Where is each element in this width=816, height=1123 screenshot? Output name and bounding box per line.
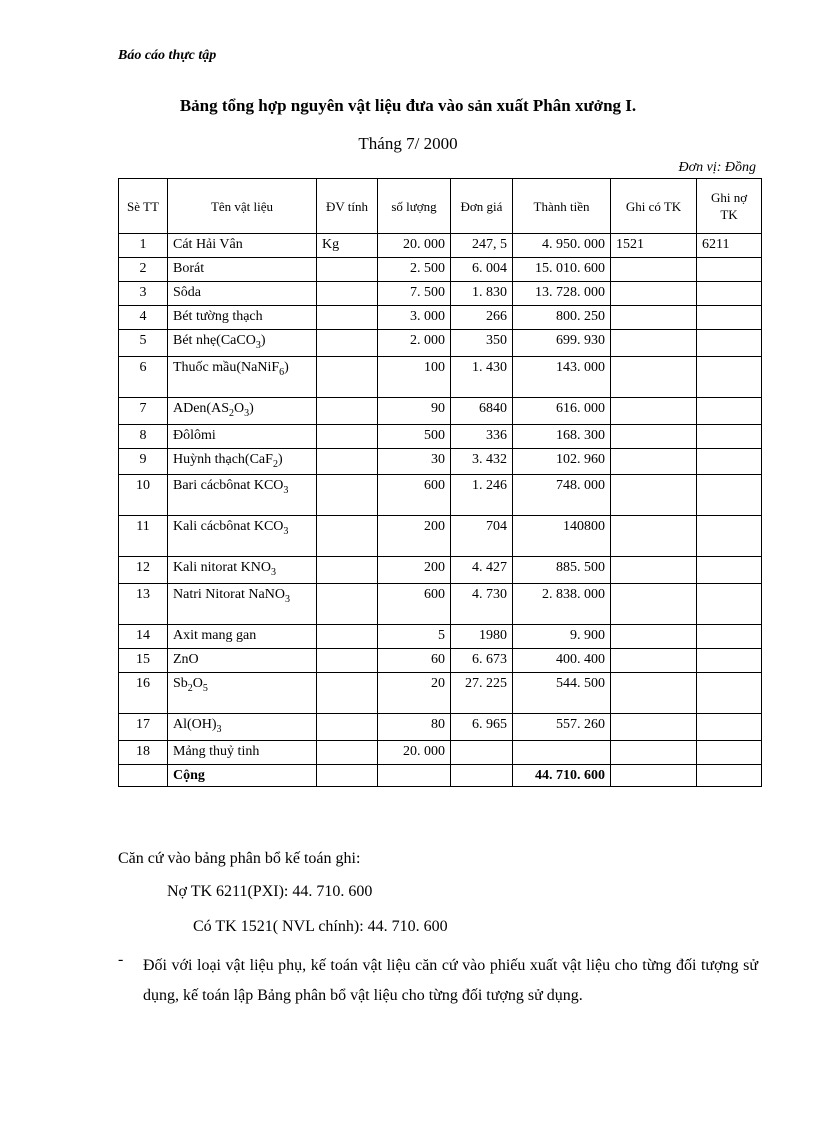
cell-amount: 4. 950. 000 [513,234,611,258]
note-line-1: Căn cứ vào bảng phân bổ kế toán ghi: [118,850,361,867]
cell-credit [611,714,697,741]
cell-unit [317,356,378,397]
cell-stt: 5 [119,330,168,357]
cell-name: $Sb_2O_5$ [168,673,317,714]
cell-stt: 4 [119,306,168,330]
table-row [119,356,762,397]
col-header-amount: Thành tiền [513,179,611,234]
cell-amount [513,740,611,764]
cell-qty: 2. 500 [378,258,451,282]
cell-amount: 9. 900 [513,625,611,649]
cell-name: Cát Hải Vân [168,234,317,258]
table-row [119,330,762,357]
col-header-unit: ĐV tính [317,179,378,234]
cell-debit [697,356,762,397]
bullet-dash: - [118,951,124,968]
cell-qty: 5 [378,625,451,649]
cell-amount: 800. 250 [513,306,611,330]
cell-qty: 2. 000 [378,330,451,357]
cell-credit [611,258,697,282]
table-row [119,424,762,448]
cell-credit [611,424,697,448]
page-title: Bảng tổng hợp nguyên vật liệu đưa vào sản xuất Phân xưởng I. [179,96,637,115]
cell-unit [317,584,378,625]
cell-qty: 80 [378,714,451,741]
cell-credit [611,649,697,673]
cell-qty: 7. 500 [378,282,451,306]
cell-amount: 168. 300 [513,424,611,448]
cell-unit [317,714,378,741]
cell-price: 27. 225 [451,673,513,714]
cell-amount: 699. 930 [513,330,611,357]
table-row [119,714,762,741]
cell-unit: Kg [317,234,378,258]
col-header-debit: Ghi nợ TK [697,179,762,234]
cell-stt: 15 [119,649,168,673]
cell-qty: 60 [378,649,451,673]
cell-price: 6. 965 [451,714,513,741]
cell-name: Đôlômi [168,424,317,448]
cell-credit [611,516,697,557]
cell-credit [611,475,697,516]
cell-name: Axit mang gan [168,625,317,649]
cell-unit [317,258,378,282]
cell-qty: 3. 000 [378,306,451,330]
table-row [119,673,762,714]
materials-table [118,178,762,787]
cell-price: 266 [451,306,513,330]
cell-stt: 14 [119,625,168,649]
cell-price: 1. 830 [451,282,513,306]
table-row [119,258,762,282]
total-label: Cộng [168,764,317,786]
cell-amount: 143. 000 [513,356,611,397]
cell-debit [697,258,762,282]
cell-debit [697,740,762,764]
cell-debit [697,584,762,625]
cell-price: 6. 673 [451,649,513,673]
cell-qty: 100 [378,356,451,397]
total-row [119,764,762,786]
table-row [119,625,762,649]
cell-price: 4. 427 [451,557,513,584]
table-row [119,649,762,673]
col-header-credit: Ghi có TK [611,179,697,234]
cell-credit [611,356,697,397]
table-row [119,397,762,424]
cell-unit [317,475,378,516]
cell-name: Bét tường thạch [168,306,317,330]
cell-price: 350 [451,330,513,357]
note-line-2: Nợ TK 6211(PXI): 44. 710. 600 [167,883,373,900]
cell-stt: 10 [119,475,168,516]
cell-stt: 1 [119,234,168,258]
cell-debit [697,475,762,516]
cell-unit [317,516,378,557]
cell-amount: 748. 000 [513,475,611,516]
cell-amount: 557. 260 [513,714,611,741]
cell-debit: 6211 [697,234,762,258]
cell-name: Huỳnh thạch(CaF$_2$) [168,448,317,475]
cell-debit [697,649,762,673]
cell-unit [317,557,378,584]
cell-name: Kali cácbônat $KCO_3$ [168,516,317,557]
cell-price [451,740,513,764]
cell-debit [697,625,762,649]
cell-stt: 17 [119,714,168,741]
cell-unit [317,397,378,424]
cell-name: Natri Nitorat NaNO$_3$ [168,584,317,625]
table-header-row [119,179,762,234]
cell-name: Bét nhẹ(CaCO$_3$) [168,330,317,357]
cell-name: Mảng thuỷ tinh [168,740,317,764]
cell-price: 1. 430 [451,356,513,397]
cell-amount: 2. 838. 000 [513,584,611,625]
cell-qty: 600 [378,475,451,516]
col-header-name: Tên vật liệu [168,179,317,234]
cell-credit [611,448,697,475]
cell-debit [697,448,762,475]
cell-price: 247, 5 [451,234,513,258]
cell-qty: 20. 000 [378,234,451,258]
table-row [119,584,762,625]
cell-price: 336 [451,424,513,448]
cell-name: ZnO [168,649,317,673]
cell-debit [697,714,762,741]
cell-amount: 400. 400 [513,649,611,673]
cell-stt: 9 [119,448,168,475]
cell-amount: 140800 [513,516,611,557]
col-header-price: Đơn giá [451,179,513,234]
cell-qty: 200 [378,557,451,584]
cell-qty: 20 [378,673,451,714]
cell-debit [697,306,762,330]
table-row [119,475,762,516]
cell-qty: 600 [378,584,451,625]
cell-unit [317,448,378,475]
cell-stt: 3 [119,282,168,306]
cell-amount: 15. 010. 600 [513,258,611,282]
cell-qty: 500 [378,424,451,448]
page-subtitle: Tháng 7/ 2000 [358,134,458,153]
cell-credit [611,584,697,625]
table-row [119,282,762,306]
col-header-qty: số lượng [378,179,451,234]
cell-qty: 20. 000 [378,740,451,764]
cell-stt: 18 [119,740,168,764]
cell-stt: 12 [119,557,168,584]
cell-price: 6. 004 [451,258,513,282]
cell-credit [611,330,697,357]
cell-stt: 6 [119,356,168,397]
cell-amount: 616. 000 [513,397,611,424]
cell-stt: 2 [119,258,168,282]
cell-name: $Al(OH)_3$ [168,714,317,741]
cell-debit [697,516,762,557]
cell-credit [611,625,697,649]
cell-credit [611,397,697,424]
col-header-stt: Sè TT [119,179,168,234]
cell-name: Bari cácbônat $KCO_3$ [168,475,317,516]
cell-name: Kali nitorat $KNO_3$ [168,557,317,584]
cell-unit [317,424,378,448]
cell-credit [611,306,697,330]
cell-credit [611,673,697,714]
cell-debit [697,673,762,714]
table-row [119,516,762,557]
cell-stt: 13 [119,584,168,625]
cell-credit [611,282,697,306]
cell-amount: 102. 960 [513,448,611,475]
cell-name: Borát [168,258,317,282]
cell-stt: 7 [119,397,168,424]
total-amount: 44. 710. 600 [513,764,611,786]
table-row [119,557,762,584]
cell-credit [611,557,697,584]
note-line-3: Có TK 1521( NVL chính): 44. 710. 600 [193,918,448,935]
cell-unit [317,282,378,306]
cell-qty: 30 [378,448,451,475]
cell-stt: 11 [119,516,168,557]
cell-price: 1980 [451,625,513,649]
page-header: Báo cáo thực tập [118,48,217,63]
cell-credit [611,740,697,764]
cell-unit [317,330,378,357]
cell-amount: 885. 500 [513,557,611,584]
table-row [119,234,762,258]
cell-debit [697,424,762,448]
cell-unit [317,306,378,330]
cell-qty: 200 [378,516,451,557]
cell-stt: 8 [119,424,168,448]
cell-price: 1. 246 [451,475,513,516]
cell-stt: 16 [119,673,168,714]
cell-debit [697,330,762,357]
cell-debit [697,557,762,584]
cell-qty: 90 [378,397,451,424]
cell-unit [317,625,378,649]
cell-price: 704 [451,516,513,557]
cell-debit [697,282,762,306]
cell-price: 3. 432 [451,448,513,475]
cell-unit [317,740,378,764]
table-row [119,306,762,330]
cell-debit [697,397,762,424]
cell-unit [317,673,378,714]
table-row [119,740,762,764]
cell-amount: 544. 500 [513,673,611,714]
cell-price: 6840 [451,397,513,424]
cell-name: Thuốc mầu(NaNiF$_6$) [168,356,317,397]
note-paragraph: Đối với loại vật liệu phụ, kế toán vật liệu căn cứ vào phiếu xuất vật liệu cho từng đối tượng sử dụng, kế toán lập Bảng phân bổ vật liệu cho từng đối tượng sử dụng. [143,957,758,1004]
unit-label: Đơn vị: Đồng [678,160,756,175]
cell-amount: 13. 728. 000 [513,282,611,306]
cell-credit: 1521 [611,234,697,258]
cell-name: $ADen(AS_2O_3)$ [168,397,317,424]
cell-price: 4. 730 [451,584,513,625]
table-row [119,448,762,475]
cell-unit [317,649,378,673]
cell-name: Sôda [168,282,317,306]
